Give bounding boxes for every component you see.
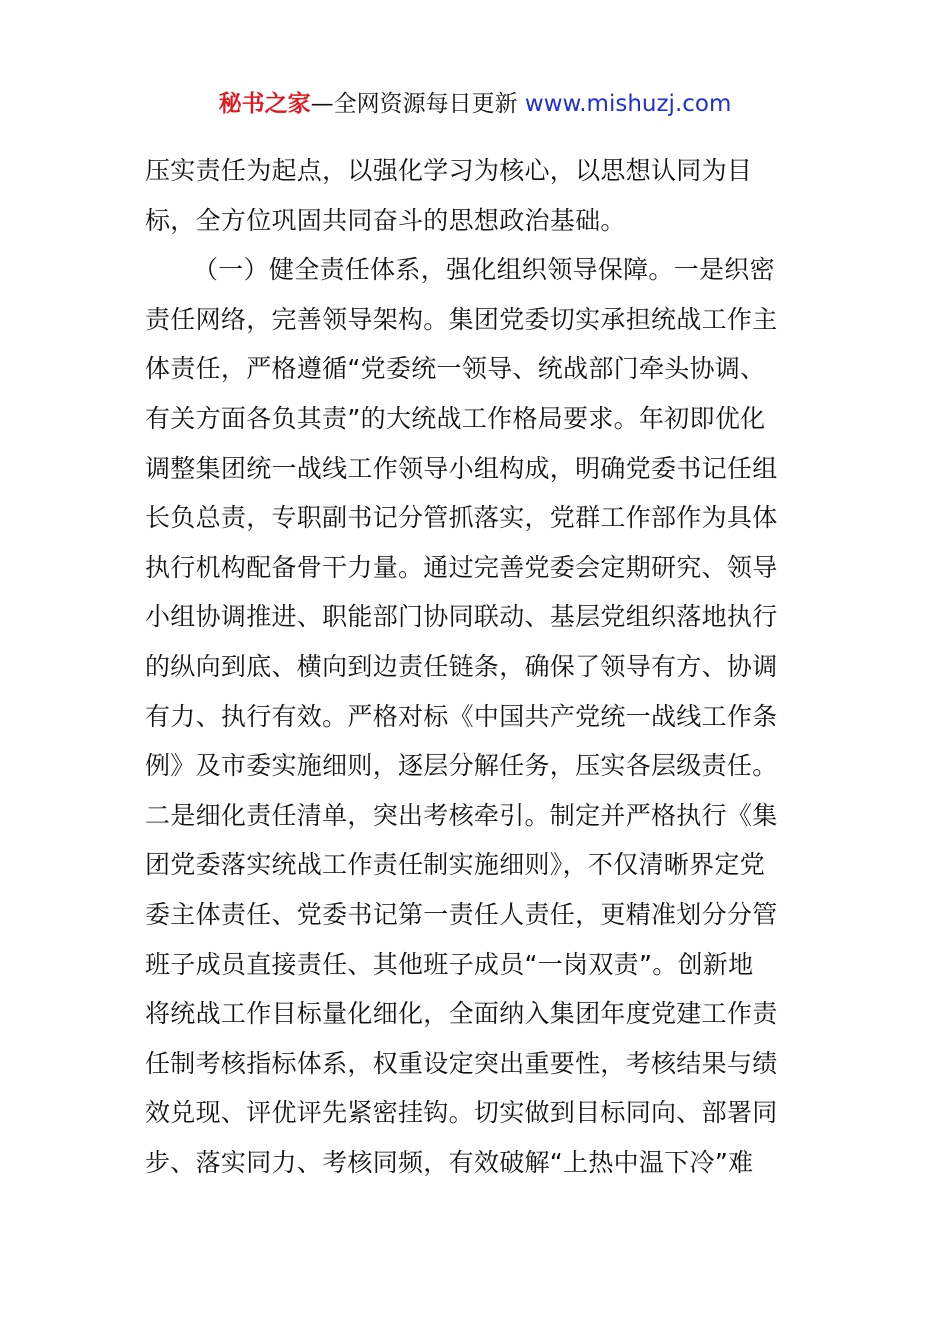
- text-line: 将统战工作目标量化细化，全面纳入集团年度党建工作责: [145, 999, 778, 1029]
- text-line: 执行机构配备骨干力量。通过完善党委会定期研究、领导: [145, 552, 778, 582]
- text-line: 步、落实同力、考核同频，有效破解“上热中温下冷”难: [145, 1147, 754, 1177]
- text-line: 班子成员直接责任、其他班子成员“一岗双责”。创新地: [145, 949, 754, 979]
- text-line: 压实责任为起点，以强化学习为核心，以思想认同为目: [145, 156, 753, 185]
- text-line: 有关方面各负其责”的大统战工作格局要求。年初即优化: [145, 403, 766, 433]
- text-line: 例》及市委实施细则，逐层分解任务，压实各层级责任。: [145, 751, 778, 781]
- text-line: 责任网络，完善领导架构。集团党委切实承担统战工作主: [145, 304, 778, 334]
- text-line: 长负总责，专职副书记分管抓落实，党群工作部作为具体: [145, 503, 778, 533]
- header-tagline: —全网资源每日更新: [310, 91, 518, 117]
- brand-name: 秘书之家: [218, 91, 311, 117]
- site-header: [0, 86, 950, 122]
- text-line: 标，全方位巩固共同奋斗的思想政治基础。: [145, 205, 626, 235]
- text-line: 委主体责任、党委书记第一责任人责任，更精准划分分管: [145, 899, 778, 929]
- text-line: 效兑现、评优评先紧密挂钩。切实做到目标同向、部署同: [145, 1098, 778, 1128]
- document-body: [145, 146, 815, 1187]
- site-url-link[interactable]: www.mishuzj.com: [524, 91, 732, 117]
- text-line: 体责任，严格遵循“党委统一领导、统战部门牵头协调、: [145, 354, 766, 384]
- text-line: 小组协调推进、职能部门协同联动、基层党组织落地执行: [145, 602, 778, 632]
- text-line: 调整集团统一战线工作领导小组构成，明确党委书记任组: [145, 453, 778, 483]
- text-line: 有力、执行有效。严格对标《中国共产党统一战线工作条: [145, 701, 778, 731]
- text-line: 团党委落实统战工作责任制实施细则》，不仅清晰界定党: [145, 850, 766, 880]
- text-line: 二是细化责任清单，突出考核牵引。制定并严格执行《集: [145, 800, 778, 830]
- text-line: 的纵向到底、横向到边责任链条，确保了领导有方、协调: [145, 651, 778, 681]
- text-line: 任制考核指标体系，权重设定突出重要性，考核结果与绩: [145, 1048, 778, 1078]
- section-heading-line: （一）健全责任体系，强化组织领导保障。一是织密: [193, 255, 775, 285]
